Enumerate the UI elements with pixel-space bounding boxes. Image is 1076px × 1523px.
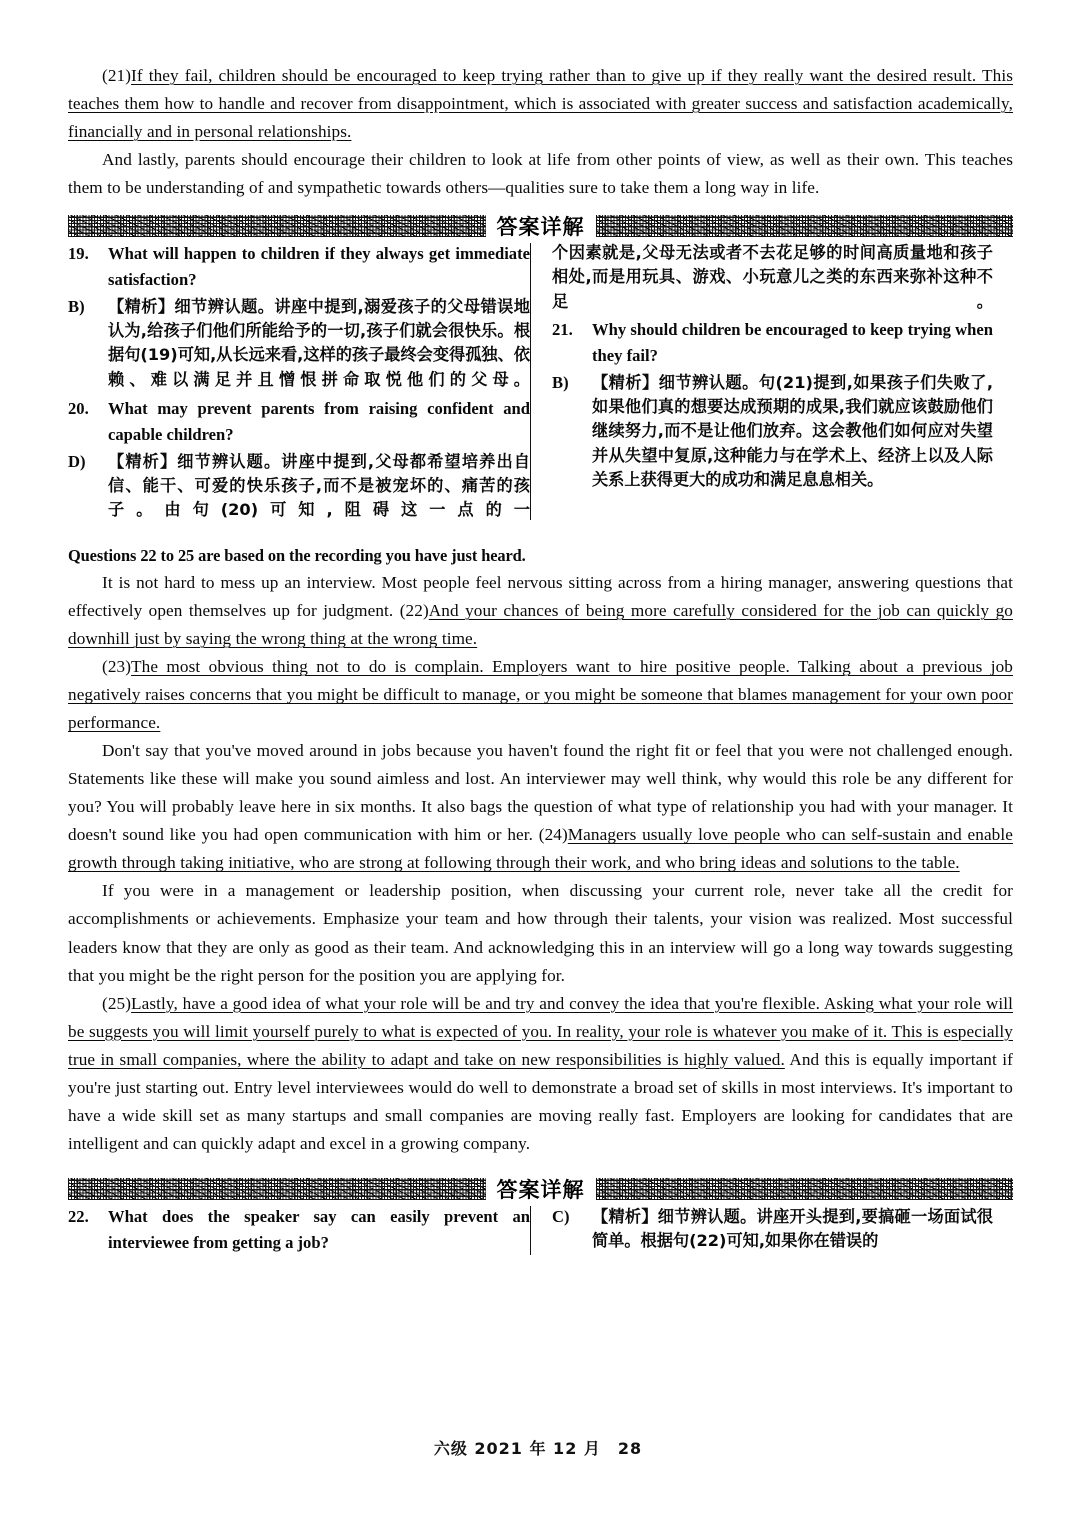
answer-marker: B) xyxy=(552,372,569,392)
spacer xyxy=(68,202,1013,211)
qa-column-right xyxy=(531,241,993,522)
question-marker: 21. xyxy=(552,320,573,340)
qa-column-left xyxy=(68,1204,530,1257)
question-marker: 22. xyxy=(68,1206,89,1226)
banner-hatch-right xyxy=(596,215,1014,237)
answer-explanation-20-continued: 个因素就是,父母无法或者不去花足够的时间高质量地和孩子相处,而是用玩具、游戏、小玩意儿之类的东西来弥补这种不足。 xyxy=(552,243,993,311)
page-content xyxy=(68,62,1013,1257)
spacer xyxy=(68,1158,1013,1174)
answer-explanation-19: 【精析】细节辨认题。讲座中提到,溺爱孩子的父母错误地认为,给孩子们他们所能给予的一切,孩子们就会很快乐。根据句(19)可知,从长远来看,这样的孩子最终会变得孤独、依赖、难以满足并且憎恨拼命取悦他们的父母。 xyxy=(108,296,530,389)
answer-explanation-21: 【精析】细节辨认题。句(21)提到,如果孩子们失败了,如果他们真的想要达成预期的成果,我们就应该鼓励他们继续努力,而不是让他们放弃。这会教他们如何应对失望并从失望中复原,这种能力与在学术上、经济上以及人际关系上获得更大的成功和满足息息相关。 xyxy=(592,372,993,489)
question-marker: 20. xyxy=(68,398,89,418)
answer-marker: D) xyxy=(68,451,86,471)
underlined-sentence-21: If they fail, children should be encouraged to keep trying rather than to give up if they really want the desired result. This teaches them how to handle and recover from disappointment, which is associated with greater success and satisfaction academically, financially and in personal relationships. xyxy=(68,66,1013,142)
passage-paragraph-4: If you were in a management or leadership position, when discussing your current role, never take all the credit for accomplishments or achievements. Emphasize your team and how through their talents, your vision was realized. Most successful leaders know that they are only as good as their team. And acknowledging this in an interview will go a long way towards suggesting that you might be the right person for the position you are applying for. xyxy=(68,881,1013,985)
paragraph-plain-text: It is not hard to mess up an interview. Most people feel nervous sitting across from a hiring manager, answering questions that effectively open themselves up for judgment. xyxy=(68,573,1013,621)
banner-hatch-left xyxy=(68,1178,486,1200)
passage-paragraph-lastly: And lastly, parents should encourage their children to look at life from other points of view, as well as their own. This teaches them to be understanding of and sympathetic towards others—qualities sure to take them a long way in life. xyxy=(68,150,1013,198)
question-item-21 xyxy=(552,317,993,369)
sentence-number-24: (24) xyxy=(538,825,568,845)
answer-explanation-20: 【精析】细节辨认题。讲座中提到,父母都希望培养出自信、能干、可爱的快乐孩子,而不是被宠坏的、痛苦的孩子。由句(20)可知,阻碍这一点的一 xyxy=(108,451,530,520)
banner-title: 答案详解 xyxy=(496,215,585,240)
passage-paragraph-1 xyxy=(68,569,1013,653)
paragraph-plain-text: And this is equally important if you're just starting out. Entry level interviewees would do well to demonstrate a broad set of skills in most interviews. It's important to have a wide skill set as many startups and small companies are moving really fast. Employers are looking for candidates that are intelligent and can quickly adapt and excel in a growing company. xyxy=(68,1049,1013,1153)
answer-explanation-22: 【精析】细节辨认题。讲座开头提到,要搞砸一场面试很简单。根据句(22)可知,如果你在错误的 xyxy=(592,1206,993,1250)
question-text: What does the speaker say can easily prevent an interviewee from getting a job? xyxy=(108,1206,530,1252)
banner-hatch-left xyxy=(68,215,486,237)
page-footer: 六级 2021 年 12 月 28 xyxy=(433,1439,643,1458)
answer-marker: B) xyxy=(68,296,85,316)
answer-marker: C) xyxy=(552,1206,570,1226)
passage-paragraph-21 xyxy=(68,62,1013,146)
question-marker: 19. xyxy=(68,244,89,264)
sentence-number-23: (23) xyxy=(102,657,132,677)
spacer xyxy=(68,522,1013,544)
passage-paragraph-5 xyxy=(68,990,1013,1158)
underlined-sentence-22: And your chances of being more carefully considered for the job can quickly go downhill just by saying the wrong thing at the wrong time. xyxy=(68,601,1013,649)
banner-hatch-right xyxy=(596,1178,1014,1200)
passage-paragraph-3 xyxy=(68,737,1013,877)
underlined-sentence-25: Lastly, have a good idea of what your role will be and try and convey the idea that you're flexible. Asking what your role will be suggests you will limit yourself purely to what is expected of you. In reality, your role is whatever you make of it. This is especially true in small companies, where the ability to adapt and take on new responsibilities is highly valued. xyxy=(68,993,1013,1069)
passage-paragraph-2 xyxy=(68,653,1013,737)
qa-column-left xyxy=(68,241,530,522)
banner-title: 答案详解 xyxy=(496,1177,585,1202)
question-item-22 xyxy=(68,1204,530,1256)
sentence-number-22: (22) xyxy=(399,601,429,621)
underlined-sentence-24: Managers usually love people who can self-sustain and enable growth through taking initiative, who are strong at following through their work, and who bring ideas and solutions to the table. xyxy=(68,825,1013,873)
underlined-sentence-23: The most obvious thing not to do is complain. Employers want to hire positive people. Talking about a previous job negatively raises concerns that you might be difficult to manage, or you might be someone that blames management for your own poor performance. xyxy=(68,657,1013,733)
qa-column-right xyxy=(531,1204,993,1257)
paragraph-plain-text: Don't say that you've moved around in jobs because you haven't found the right fit or feel that you were not challenged enough. Statements like these will make you sound aimless and lost. An interviewer may well think, why would this role be any different for you? You will probably leave here in six months. It also bags the question of what type of relationship you had with your manager. It doesn't sound like you had open communication with him or her. xyxy=(68,741,1013,845)
qa-block-top xyxy=(68,241,1013,522)
qa-block-bottom xyxy=(68,1204,1013,1257)
question-item-20 xyxy=(68,396,530,448)
question-item-19 xyxy=(68,241,530,293)
answer-explanation-banner-1 xyxy=(68,211,1013,241)
question-text: What will happen to children if they always get immediate satisfaction? xyxy=(108,244,530,290)
questions-section-heading: Questions 22 to 25 are based on the recording you have just heard. xyxy=(68,546,526,566)
sentence-number-25: (25) xyxy=(102,993,132,1013)
sentence-number-21: (21) xyxy=(102,66,132,85)
question-text: Why should children be encouraged to keep trying when they fail? xyxy=(592,320,993,365)
answer-explanation-banner-2 xyxy=(68,1174,1013,1204)
question-text: What may prevent parents from raising confident and capable children? xyxy=(108,398,530,444)
